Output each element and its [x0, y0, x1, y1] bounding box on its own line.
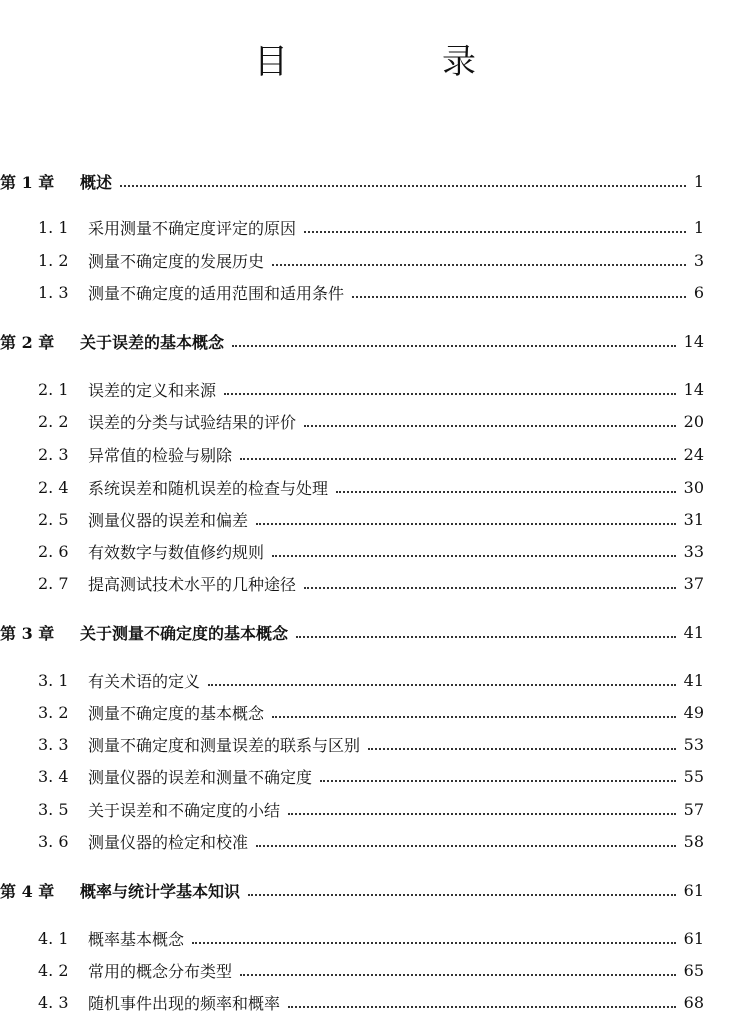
- entry-number: 第 3 章: [0, 623, 55, 643]
- entry-title: 系统误差和随机误差的检查与处理: [88, 478, 329, 498]
- entry-page-number: 61: [683, 928, 704, 948]
- entry-number: 4. 3: [38, 992, 69, 1012]
- entry-page-number: 55: [683, 766, 704, 786]
- entry-number: 3. 2: [38, 702, 69, 722]
- entry-number: 第 4 章: [0, 881, 55, 901]
- dot-leader: [304, 230, 686, 233]
- entry-number: 2. 3: [38, 444, 69, 464]
- entry-page-number: 58: [683, 831, 704, 851]
- dot-leader: [120, 184, 686, 187]
- entry-number: 2. 4: [38, 477, 69, 497]
- entry-page-number: 33: [683, 541, 704, 561]
- toc-section-entry[interactable]: [38, 763, 704, 789]
- entry-title: 测量仪器的检定和校准: [88, 832, 249, 852]
- toc-section-entry[interactable]: [38, 506, 704, 532]
- dot-leader: [336, 490, 676, 493]
- entry-number: 3. 4: [38, 766, 69, 786]
- entry-title: 测量不确定度和测量误差的联系与区别: [88, 735, 361, 755]
- entry-page-number: 37: [683, 573, 704, 593]
- entry-number: 2. 5: [38, 509, 69, 529]
- entry-title: 采用测量不确定度评定的原因: [88, 218, 297, 238]
- toc-section-entry[interactable]: [38, 538, 704, 564]
- entry-number: 第 2 章: [0, 332, 55, 352]
- entry-number: 1. 2: [38, 250, 69, 270]
- dot-leader: [272, 263, 686, 266]
- toc-chapter-entry[interactable]: [0, 877, 704, 903]
- toc-section-entry[interactable]: [38, 247, 704, 273]
- dot-leader: [352, 295, 686, 298]
- toc-chapter-entry[interactable]: [0, 328, 704, 354]
- dot-leader: [240, 973, 676, 976]
- toc-section-entry[interactable]: [38, 214, 704, 240]
- entry-page-number: 14: [683, 331, 704, 351]
- entry-page-number: 6: [693, 282, 704, 302]
- entry-page-number: 30: [683, 477, 704, 497]
- entry-page-number: 20: [683, 411, 704, 431]
- entry-title: 随机事件出现的频率和概率: [88, 993, 281, 1013]
- dot-leader: [272, 715, 676, 718]
- entry-title: 误差的分类与试验结果的评价: [88, 412, 297, 432]
- entry-title: 误差的定义和来源: [88, 380, 217, 400]
- entry-page-number: 1: [693, 171, 704, 191]
- entry-number: 4. 2: [38, 960, 69, 980]
- entry-number: 2. 1: [38, 379, 69, 399]
- dot-leader: [232, 344, 676, 347]
- entry-title: 有关术语的定义: [88, 671, 201, 691]
- toc-section-entry[interactable]: [38, 989, 704, 1015]
- entry-title: 关于测量不确定度的基本概念: [80, 623, 289, 643]
- toc-section-entry[interactable]: [38, 279, 704, 305]
- entry-page-number: 24: [683, 444, 704, 464]
- toc-section-entry[interactable]: [38, 828, 704, 854]
- entry-title: 测量仪器的误差和测量不确定度: [88, 767, 313, 787]
- toc-section-entry[interactable]: [38, 441, 704, 467]
- dot-leader: [256, 844, 676, 847]
- entry-page-number: 68: [683, 992, 704, 1012]
- entry-page-number: 14: [683, 379, 704, 399]
- entry-page-number: 49: [683, 702, 704, 722]
- entry-title: 测量不确定度的发展历史: [88, 251, 265, 271]
- entry-title: 关于误差的基本概念: [80, 332, 225, 352]
- dot-leader: [320, 779, 676, 782]
- dot-leader: [224, 392, 676, 395]
- entry-title: 有效数字与数值修约规则: [88, 542, 265, 562]
- entry-page-number: 57: [683, 799, 704, 819]
- toc-section-entry[interactable]: [38, 376, 704, 402]
- entry-title: 概述: [80, 172, 113, 192]
- entry-number: 4. 1: [38, 928, 69, 948]
- dot-leader: [192, 941, 676, 944]
- entry-title: 测量不确定度的基本概念: [88, 703, 265, 723]
- entry-page-number: 65: [683, 960, 704, 980]
- dot-leader: [304, 586, 676, 589]
- entry-number: 3. 3: [38, 734, 69, 754]
- toc-section-entry[interactable]: [38, 408, 704, 434]
- dot-leader: [368, 747, 676, 750]
- toc-section-entry[interactable]: [38, 796, 704, 822]
- entry-number: 2. 2: [38, 411, 69, 431]
- toc-chapter-entry[interactable]: [0, 619, 704, 645]
- entry-page-number: 1: [693, 217, 704, 237]
- entry-page-number: 61: [683, 880, 704, 900]
- entry-page-number: 41: [683, 670, 704, 690]
- toc-section-entry[interactable]: [38, 957, 704, 983]
- toc-chapter-entry[interactable]: [0, 168, 704, 194]
- entry-title: 常用的概念分布类型: [88, 961, 233, 981]
- page-title: 目 录: [254, 42, 536, 82]
- entry-page-number: 53: [683, 734, 704, 754]
- entry-number: 1. 3: [38, 282, 69, 302]
- entry-title: 测量不确定度的适用范围和适用条件: [88, 283, 345, 303]
- entry-number: 3. 6: [38, 831, 69, 851]
- entry-page-number: 3: [693, 250, 704, 270]
- toc-section-entry[interactable]: [38, 570, 704, 596]
- toc-section-entry[interactable]: [38, 474, 704, 500]
- dot-leader: [208, 683, 676, 686]
- dot-leader: [248, 893, 676, 896]
- toc-section-entry[interactable]: [38, 699, 704, 725]
- entry-page-number: 41: [683, 622, 704, 642]
- entry-page-number: 31: [683, 509, 704, 529]
- entry-title: 关于误差和不确定度的小结: [88, 800, 281, 820]
- entry-number: 3. 1: [38, 670, 69, 690]
- dot-leader: [272, 554, 676, 557]
- dot-leader: [304, 424, 676, 427]
- entry-number: 第 1 章: [0, 172, 55, 192]
- entry-number: 2. 6: [38, 541, 69, 561]
- dot-leader: [288, 812, 676, 815]
- dot-leader: [240, 457, 676, 460]
- entry-title: 概率基本概念: [88, 929, 185, 949]
- entry-title: 概率与统计学基本知识: [80, 881, 241, 901]
- dot-leader: [288, 1005, 676, 1008]
- entry-number: 1. 1: [38, 217, 69, 237]
- toc-section-entry[interactable]: [38, 667, 704, 693]
- entry-title: 异常值的检验与剔除: [88, 445, 233, 465]
- entry-title: 提高测试技术水平的几种途径: [88, 574, 297, 594]
- toc-section-entry[interactable]: [38, 925, 704, 951]
- toc-section-entry[interactable]: [38, 731, 704, 757]
- dot-leader: [256, 522, 676, 525]
- entry-title: 测量仪器的误差和偏差: [88, 510, 249, 530]
- entry-number: 2. 7: [38, 573, 69, 593]
- dot-leader: [296, 635, 676, 638]
- entry-number: 3. 5: [38, 799, 69, 819]
